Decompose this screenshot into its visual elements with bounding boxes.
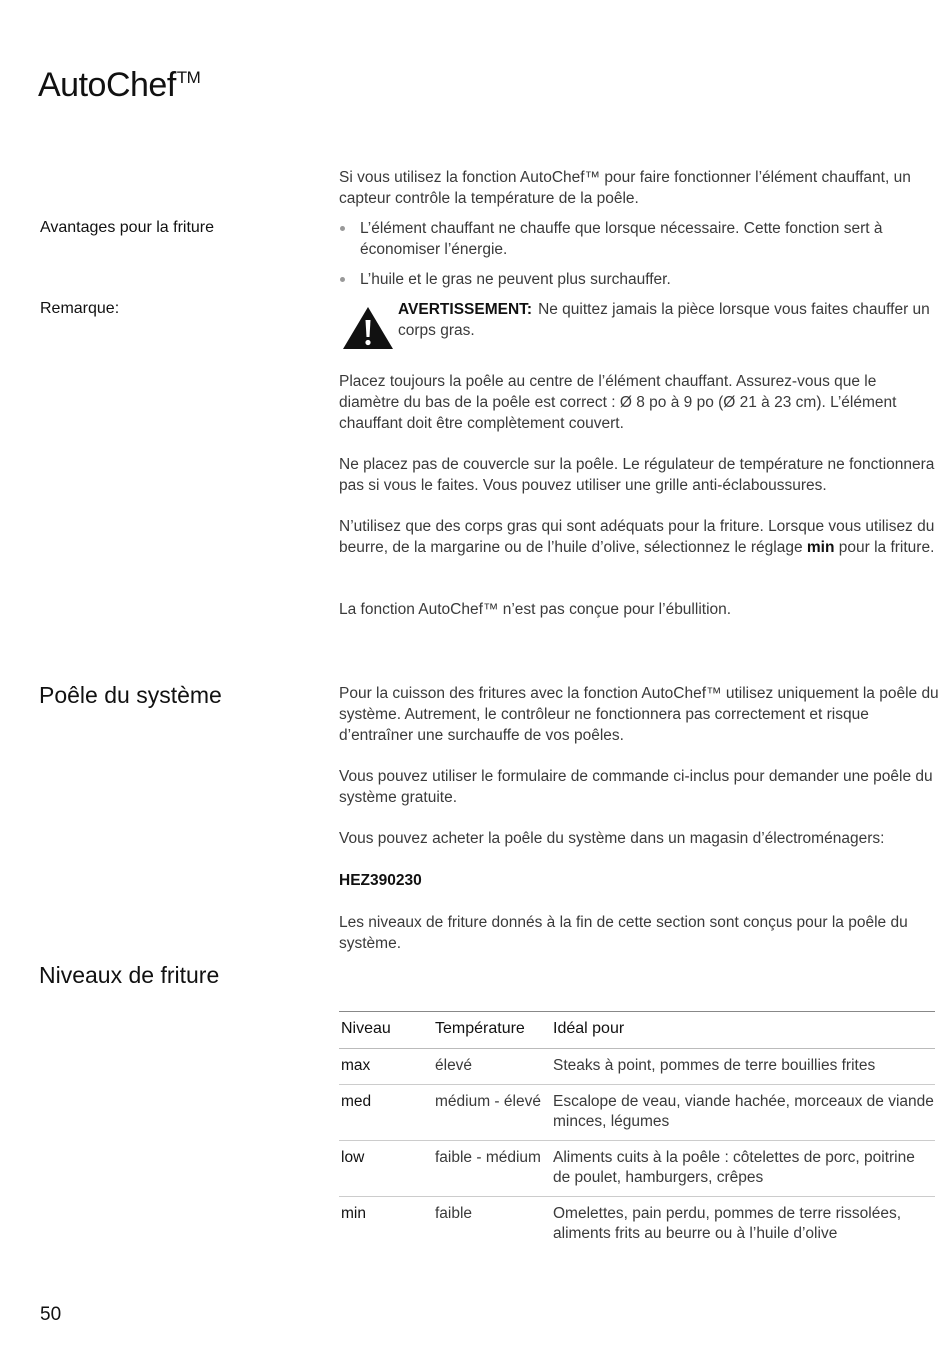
- ideal-cell: Aliments cuits à la poêle : côtelettes de porc, poitrine de poulet, hamburgers, crêpes: [551, 1141, 935, 1197]
- bullet-icon: [340, 277, 345, 282]
- advantage-item: L’élément chauffant ne chauffe que lorsque nécessaire. Cette fonction sert à économiser l’énergie.: [339, 218, 939, 260]
- level-cell: max: [339, 1049, 433, 1085]
- levels-heading: Niveaux de friture: [39, 962, 220, 988]
- bullet-icon: [340, 226, 345, 231]
- table-row: [339, 1085, 935, 1141]
- system-pan-heading: Poêle du système: [39, 682, 222, 708]
- fat-paragraph: N’utilisez que des corps gras qui sont adéquats pour la friture. Lorsque vous utilisez du beurre, de la margarine ou de l’huile d’olive, sélectionnez le réglage min pour la friture.: [339, 518, 935, 556]
- temperature-cell: élevé: [433, 1049, 551, 1085]
- temperature-cell: médium - élevé: [433, 1085, 551, 1141]
- temperature-cell: faible - médium: [433, 1141, 551, 1197]
- table-header-row: [339, 1012, 935, 1049]
- trademark-sup: TM: [176, 68, 201, 87]
- warning-label: AVERTISSEMENT:: [398, 301, 533, 318]
- table-row: [339, 1141, 935, 1197]
- column-header-temperature: Température: [433, 1012, 551, 1049]
- column-header-level: Niveau: [339, 1012, 433, 1049]
- page-title: AutoChef™: [38, 66, 201, 104]
- ideal-cell: Escalope de veau, viande hachée, morceaux de viande minces, légumes: [551, 1085, 935, 1141]
- temperature-cell: faible: [435, 1205, 473, 1222]
- page-number: 50: [40, 1304, 62, 1325]
- table-row: [339, 1197, 935, 1253]
- advantage-item: L’huile et le gras ne peuvent plus surchauffer.: [339, 269, 939, 290]
- boiling-note: La fonction AutoChef™ n’est pas conçue pour l’ébullition.: [339, 601, 732, 618]
- warning-triangle-icon: [342, 306, 394, 350]
- advantages-label: Avantages pour la friture: [40, 219, 215, 236]
- order-form-paragraph: Vous pouvez utiliser le formulaire de commande ci-inclus pour demander une poêle du système gratuite.: [339, 768, 933, 806]
- model-number: HEZ390230: [339, 872, 422, 889]
- warning-text: AVERTISSEMENT: Ne quittez jamais la pièce lorsque vous faites chauffer un corps gras.: [398, 301, 930, 339]
- column-header-ideal: Idéal pour: [551, 1012, 935, 1049]
- min-setting: min: [806, 539, 835, 556]
- lid-paragraph: Ne placez pas de couvercle sur la poêle. Le régulateur de température ne fonctionnera pas si vous le faites. Vous pouvez utiliser une grille anti-éclaboussures.: [339, 456, 935, 494]
- ideal-cell: Omelettes, pain perdu, pommes de terre rissolées, aliments frits au beurre ou à l’huile d’olive: [553, 1205, 902, 1242]
- levels-note: Les niveaux de friture donnés à la fin de cette section sont conçus pour la poêle du système.: [339, 914, 908, 952]
- system-pan-paragraph: Pour la cuisson des fritures avec la fonction AutoChef™ utilisez uniquement la poêle du système. Autrement, le contrôleur ne fonctionnera pas correctement et risque d’entraîner une surchauffe de vos poêles.: [339, 685, 939, 744]
- level-cell: med: [339, 1085, 433, 1141]
- table-row: [339, 1049, 935, 1085]
- intro-paragraph: Si vous utilisez la fonction AutoChef™ pour faire fonctionner l’élément chauffant, un capteur contrôle la température de la poêle.: [339, 169, 911, 207]
- frying-levels-table: [339, 1011, 935, 1252]
- level-cell: min: [341, 1205, 366, 1222]
- centering-paragraph: Placez toujours la poêle au centre de l’élément chauffant. Assurez-vous que le diamètre du bas de la poêle est correct : Ø 8 po à 9 po (Ø 21 à 23 cm). L’élément chauffant doit être complètement couvert.: [339, 373, 897, 432]
- level-cell: low: [339, 1141, 433, 1197]
- remark-label: Remarque:: [40, 300, 120, 317]
- purchase-paragraph: Vous pouvez acheter la poêle du système dans un magasin d’électroménagers:: [339, 830, 885, 847]
- ideal-cell: Steaks à point, pommes de terre bouillies frites: [551, 1049, 935, 1085]
